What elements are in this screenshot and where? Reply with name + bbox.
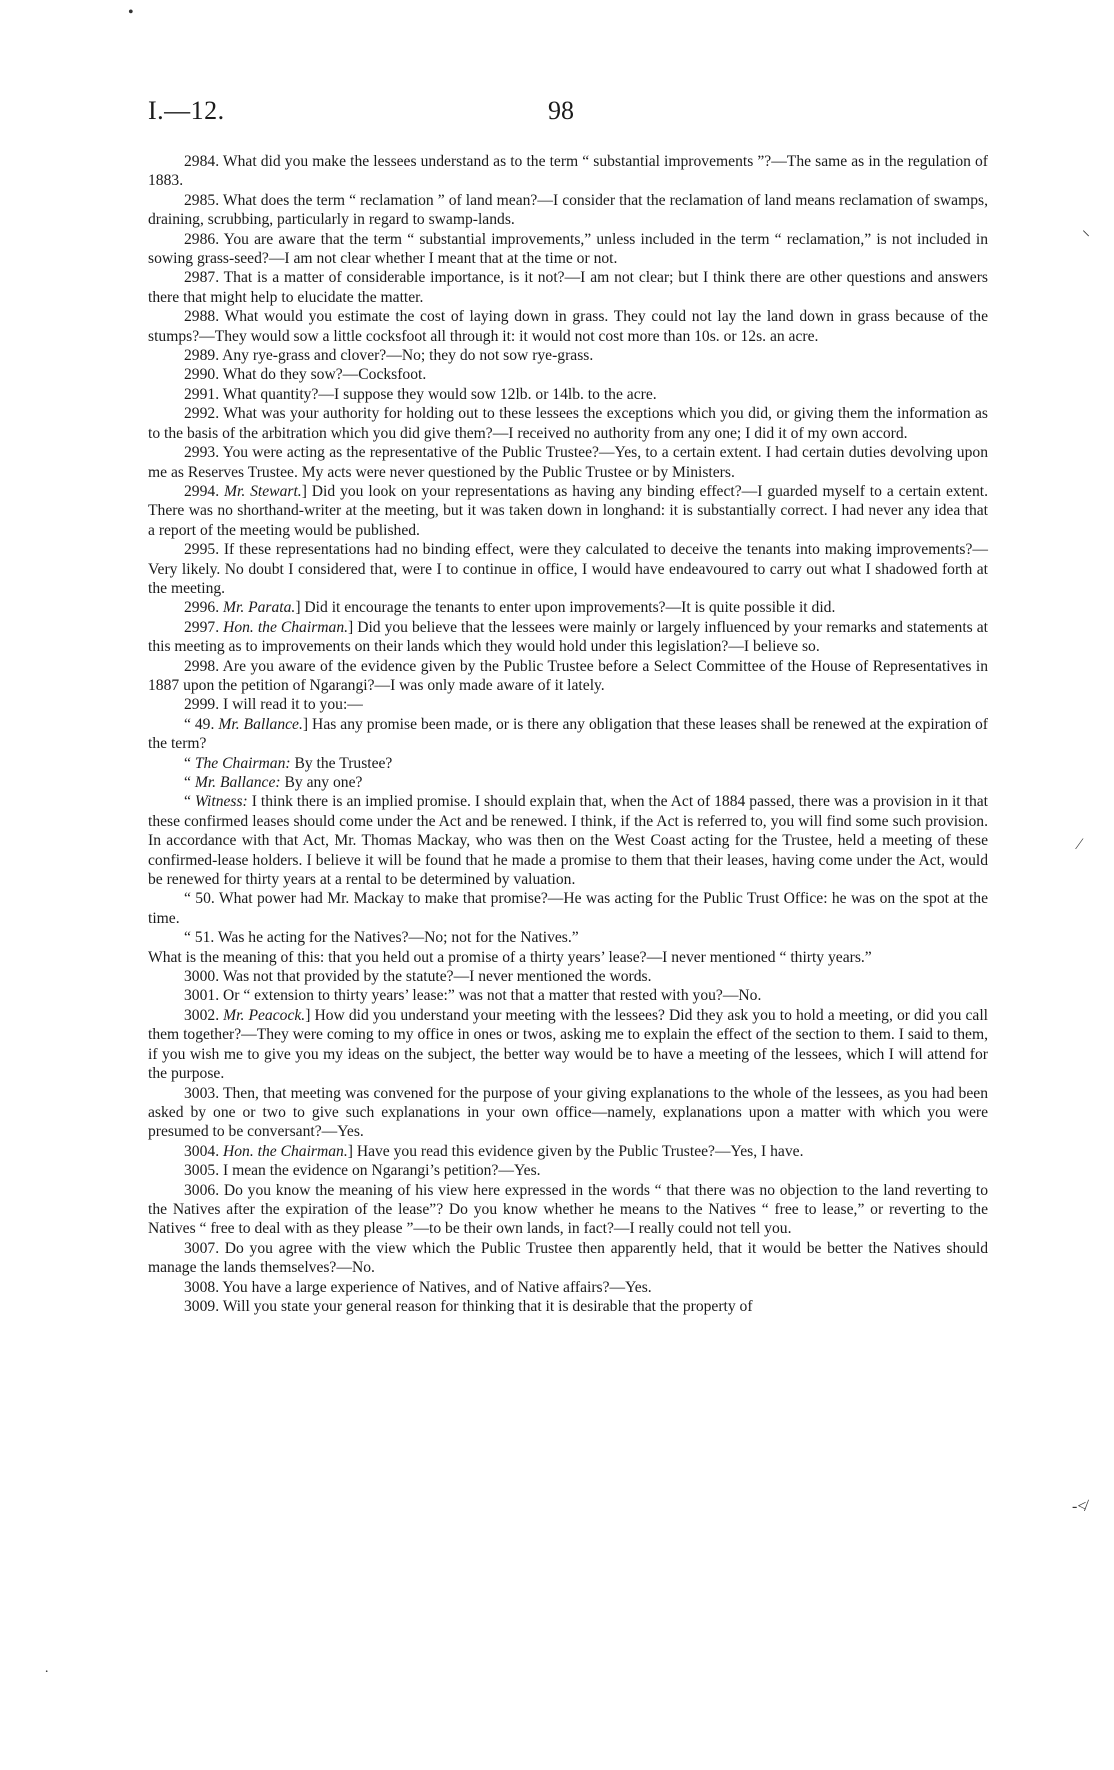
question-paragraph: [148, 967, 988, 986]
question-paragraph: [148, 792, 988, 889]
paragraph-text: What is the meaning of this: that you held out a promise of a thirty years’ lease?—I never mentioned “ thirty years.”: [148, 948, 872, 966]
question-paragraph: [148, 695, 988, 714]
question-paragraph: [148, 889, 988, 928]
speaker-name: Mr. Ballance:: [194, 774, 281, 791]
paragraph-prefix: “: [184, 774, 195, 791]
paragraph-text: ] Did you believe that the lessees were mainly or largely influenced by your remarks and statements at this meeting as to improvements on their lands which they would hold under this legislation?—I believe so.: [148, 618, 988, 656]
speaker-name: Mr. Peacock.: [223, 1006, 306, 1024]
paragraph-text: 2998. Are you aware of the evidence given by the Public Trustee before a Select Committee of the House of Representatives in 1887 upon the petition of Ngarangi?—I was only made aware of it lately.: [148, 657, 988, 694]
question-paragraph: [148, 1142, 988, 1161]
paragraph-text: ] Did it encourage the tenants to enter upon improvements?—It is quite possible it did.: [295, 599, 836, 617]
question-paragraph: [148, 657, 988, 696]
speaker-name: Mr. Parata.: [222, 599, 296, 617]
question-paragraph: [148, 1006, 988, 1084]
question-paragraph: [148, 346, 988, 365]
paragraph-prefix: 2997.: [184, 618, 224, 636]
question-paragraph: [148, 1239, 988, 1278]
question-paragraph: [148, 191, 988, 230]
paragraph-text: ] Have you read this evidence given by the Public Trustee?—Yes, I have.: [347, 1142, 804, 1160]
question-paragraph: [148, 443, 988, 482]
paragraph-text: 3006. Do you know the meaning of his view here expressed in the words “ that there was no objection to the land reverting to the Natives after the expiration of the lease”? Do you know whether he means to the Natives “ free to lease,” or reverting to the Natives “ free to deal with as they please ”—to be their own lands, in fact?—I really could not tell you.: [148, 1181, 988, 1238]
paragraph-text: ] Did you look on your representations as having any binding effect?—I guarded myself to a certain extent. There was no shorthand-writer at the meeting, but it was taken down in longhand: it is substantially correct. I had never any idea that a report of the meeting would be published.: [148, 482, 988, 539]
question-paragraph: [148, 598, 988, 617]
question-paragraph: [148, 404, 988, 443]
question-paragraph: [148, 1297, 988, 1316]
paragraph-text: ] Has any promise been made, or is there any obligation that these leases shall be renewed at the expiration of the term?: [148, 715, 989, 753]
scan-speck: ˙: [44, 1668, 50, 1685]
question-paragraph: [148, 385, 988, 404]
question-paragraph: [148, 715, 988, 754]
speaker-name: Hon. the Chairman.: [223, 618, 349, 636]
question-paragraph: [148, 268, 988, 307]
paragraph-prefix: 3002.: [184, 1006, 224, 1024]
paragraph-prefix: “: [184, 793, 195, 811]
speaker-name: Mr. Stewart.: [224, 482, 302, 500]
paragraph-text: By the Trustee?: [290, 754, 393, 772]
scan-speck: ⁄: [1078, 836, 1081, 853]
paragraph-text: 2987. That is a matter of considerable importance, is it not?—I am not clear; but I think there are other questions and answers there that might help to elucidate the matter.: [148, 269, 988, 306]
question-paragraph: [148, 152, 988, 191]
paragraph-text: 3003. Then, that meeting was convened for the purpose of your giving explanations to the whole of the lessees, as you had been asked by one or two to give such explanations in your own office—namely, explanations upon a matter with which you were presumed to be conversant?—Yes.: [148, 1084, 988, 1141]
paragraph-text: 2999. I will read it to you:—: [184, 696, 363, 714]
question-paragraph: [148, 1161, 988, 1180]
paragraph-text: 2985. What does the term “ reclamation ” of land mean?—I consider that the reclamation of land means reclamation of swamps, draining, scrubbing, particularly in regard to swamp-lands.: [148, 191, 988, 229]
paragraph-text: “ 51. Was he acting for the Natives?—No; not for the Natives.”: [184, 929, 579, 947]
paragraph-prefix: 3004.: [184, 1142, 223, 1160]
paragraph-text: 2991. What quantity?—I suppose they would sow 12lb. or 14lb. to the acre.: [184, 385, 657, 403]
speaker-name: Witness:: [194, 793, 248, 811]
scan-speck: •: [128, 4, 134, 21]
paragraph-text: 2993. You were acting as the representative of the Public Trustee?—Yes, to a certain extent. I had certain duties devolving upon me as Reserves Trustee. My acts were never questioned by the Public Trustee or by Ministers.: [148, 444, 988, 481]
paragraph-text: 2989. Any rye-grass and clover?—No; they do not sow rye-grass.: [184, 347, 594, 365]
question-paragraph: [148, 365, 988, 384]
paragraph-text: 3009. Will you state your general reason for thinking that it is desirable that the property of: [184, 1297, 753, 1315]
question-paragraph: [148, 773, 988, 792]
question-paragraph: [148, 1278, 988, 1297]
paragraph-text: 3007. Do you agree with the view which the Public Trustee then apparently held, that it would be better the Natives should manage the lands themselves?—No.: [148, 1239, 988, 1277]
question-paragraph: [148, 986, 988, 1005]
paragraph-text: ] How did you understand your meeting with the lessees? Did they ask you to hold a meeting, or did you call them together?—They were coming to my office in ones or twos, asking me to explain the effect of the section to them. I said to them, if you wish me to give you my ideas on the subject, the better way would be to have a meeting of the lessees, which I will attend for the purpose.: [148, 1006, 988, 1083]
speaker-name: Hon. the Chairman.: [222, 1142, 348, 1160]
question-paragraph: [148, 618, 988, 657]
scan-speck: ⸜: [1082, 222, 1091, 239]
paragraph-text: 2988. What would you estimate the cost of laying down in grass. They could not lay the land down in grass because of the stumps?—They would sow a little cocksfoot all through it: it would not cost more than 10s. or 12s. an acre.: [148, 308, 988, 345]
paragraph-text: 2984. What did you make the lessees understand as to the term “ substantial improvements ”?—The same as in the regulation of 1883.: [148, 153, 988, 190]
paragraph-text: 2995. If these representations had no binding effect, were they calculated to deceive the tenants into making improvements?—Very likely. No doubt I considered that, were I to continue in office, I would have endeavoured to carry out what I shadowed forth at the meeting.: [148, 541, 988, 597]
scan-speck: -≮: [1072, 1498, 1087, 1515]
paragraph-text: I think there is an implied promise. I should explain that, when the Act of 1884 passed, there was a provision in it that these confirmed leases should come under the Act and be renewed. I think, if the Act is referred to, you will find some such provision. In accordance with that Act, Mr. Thomas Mackay, who was then on the West Coast acting for the Trustee, held a meeting of these confirmed-lease holders. I believe it will be found that he made a promise to them that their leases, having come under the Act, would be renewed for thirty years at a rental to be determined by valuation.: [148, 793, 988, 889]
question-paragraph: [148, 754, 988, 773]
document-body: [148, 152, 988, 1316]
paragraph-text: By any one?: [280, 774, 363, 791]
paragraph-text: 3008. You have a large experience of Natives, and of Native affairs?—Yes.: [184, 1278, 652, 1296]
question-paragraph: [148, 928, 988, 947]
paragraph-prefix: 2994.: [184, 482, 224, 500]
question-paragraph: [148, 230, 988, 269]
speaker-name: Mr. Ballance.: [218, 715, 303, 733]
question-paragraph: [148, 540, 988, 598]
speaker-name: The Chairman:: [194, 754, 291, 772]
page-header: [148, 96, 988, 130]
question-paragraph: [148, 482, 988, 540]
paragraph-text: “ 50. What power had Mr. Mackay to make that promise?—He was acting for the Public Trust Office: he was on the spot at the time.: [148, 890, 988, 927]
question-paragraph: [148, 1084, 988, 1142]
paragraph-text: 3001. Or “ extension to thirty years’ lease:” was not that a matter that rested with you?—No.: [184, 987, 762, 1005]
paragraph-text: 2990. What do they sow?—Cocksfoot.: [184, 366, 427, 384]
question-paragraph: [148, 1181, 988, 1239]
paragraph-text: 3005. I mean the evidence on Ngarangi’s petition?—Yes.: [184, 1162, 541, 1180]
paragraph-prefix: 2996.: [184, 599, 223, 617]
question-paragraph: [148, 948, 988, 967]
document-reference: I.—12.: [148, 96, 225, 125]
page-number: 98: [548, 96, 574, 125]
paragraph-text: 3000. Was not that provided by the statute?—I never mentioned the words.: [184, 968, 652, 986]
paragraph-prefix: “ 49.: [184, 715, 219, 733]
question-paragraph: [148, 307, 988, 346]
paragraph-text: 2992. What was your authority for holding out to these lessees the exceptions which you did, or giving them the information as to the basis of the arbitration which you did give them?—I received no authority from any one; I did it of my own accord.: [148, 405, 988, 442]
paragraph-prefix: “: [184, 754, 195, 772]
paragraph-text: 2986. You are aware that the term “ substantial improvements,” unless included in the term “ reclamation,” is not included in sowing grass-seed?—I am not clear whether I meant that at the time or not.: [148, 230, 988, 268]
